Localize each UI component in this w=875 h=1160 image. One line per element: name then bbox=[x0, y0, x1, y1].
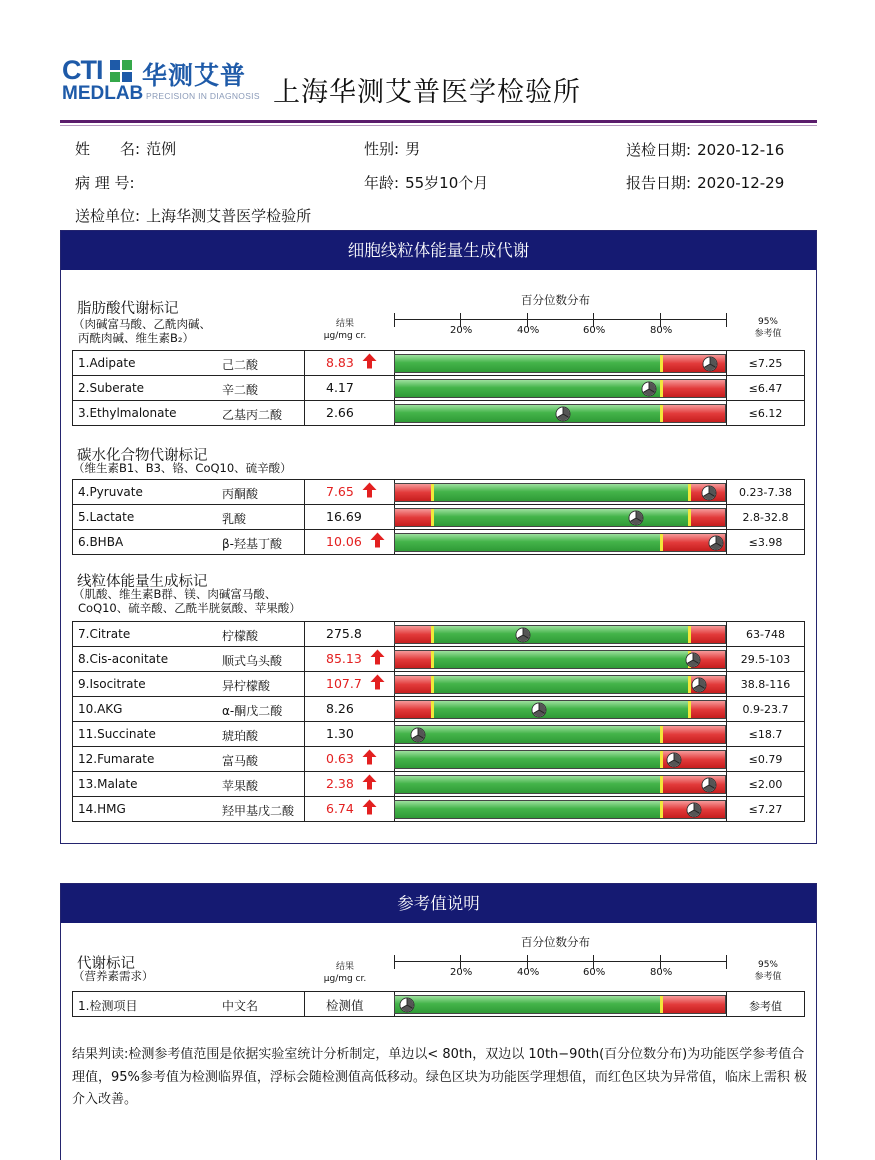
metabolite-name: 3.Ethylmalonate bbox=[78, 406, 177, 420]
percentile-bar bbox=[394, 508, 726, 527]
section-subtitle: CoQ10、硫辛酸、乙酰半胱氨酸、苹果酸） bbox=[78, 601, 301, 615]
unit-col-label: μg/mg cr. bbox=[323, 974, 367, 984]
percentile-marker-icon bbox=[666, 752, 682, 768]
percentile-bar bbox=[394, 995, 726, 1014]
header-rule-thin bbox=[60, 125, 817, 126]
metabolite-name: 7.Citrate bbox=[78, 627, 131, 641]
patient-age-value: 55岁10个月 bbox=[405, 174, 489, 192]
result-value-text: 检测值 bbox=[326, 998, 364, 1013]
result-value-text: 2.38 bbox=[326, 776, 354, 791]
upper-boundary-line bbox=[660, 534, 663, 551]
submitting-unit-label: 送检单位: bbox=[75, 207, 141, 225]
metabolite-chinese-name: 乳酸 bbox=[222, 512, 247, 526]
metabolite-name: 4.Pyruvate bbox=[78, 485, 143, 499]
upper-boundary-line bbox=[660, 801, 663, 818]
normal-segment bbox=[432, 651, 689, 668]
patient-name-label: 姓 名: bbox=[75, 140, 141, 158]
result-col-header bbox=[318, 318, 372, 342]
result-value bbox=[326, 776, 354, 791]
reference-range: ≤2.00 bbox=[748, 778, 783, 791]
metabolite-chinese-name: 己二酸 bbox=[222, 358, 259, 372]
upper-boundary-line bbox=[660, 380, 663, 397]
result-value bbox=[326, 751, 354, 766]
upper-boundary-line bbox=[660, 405, 663, 422]
submit-date-label: 送检日期: bbox=[626, 141, 692, 159]
reference-range: ≤3.98 bbox=[748, 536, 783, 549]
table-row bbox=[72, 672, 805, 697]
percentile-marker-icon bbox=[628, 510, 644, 526]
percentile-marker-icon bbox=[410, 727, 426, 743]
high-arrow-icon bbox=[362, 353, 377, 369]
result-value-text: 1.30 bbox=[326, 726, 354, 741]
metabolite-name: 10.AKG bbox=[78, 702, 123, 716]
normal-segment bbox=[432, 676, 689, 693]
section-title: 代谢标记 bbox=[77, 956, 135, 972]
metabolite-table bbox=[72, 621, 805, 822]
ref-col-bottom: 参考值 bbox=[754, 329, 782, 339]
patient-age-label: 年龄: bbox=[364, 174, 400, 192]
result-value-text: 8.83 bbox=[326, 355, 354, 370]
high-arrow-icon bbox=[362, 749, 377, 765]
patient-name bbox=[75, 138, 176, 159]
result-value bbox=[326, 534, 362, 549]
submitting-unit bbox=[75, 205, 311, 226]
result-value-text: 2.66 bbox=[326, 405, 354, 420]
reference-range: 63-748 bbox=[746, 628, 785, 641]
normal-segment bbox=[395, 801, 661, 818]
ref-col-bottom: 参考值 bbox=[754, 972, 782, 982]
reference-panel-title: 参考值说明 bbox=[61, 884, 816, 923]
result-value bbox=[326, 626, 362, 641]
abnormal-high-segment bbox=[661, 996, 726, 1013]
reference-range: 0.9-23.7 bbox=[742, 703, 789, 716]
ref-col-top: 95% bbox=[757, 317, 778, 327]
reference-range: 29.5-103 bbox=[740, 653, 791, 666]
high-arrow-icon bbox=[370, 532, 385, 548]
percentile-bar bbox=[394, 483, 726, 502]
metabolite-name: 2.Suberate bbox=[78, 381, 145, 395]
result-col-label: 结果 bbox=[335, 319, 354, 329]
metabolite-chinese-name: 富马酸 bbox=[222, 754, 259, 768]
lab-logo bbox=[62, 55, 262, 104]
pathology-label: 病 理 号: bbox=[75, 174, 135, 192]
metabolite-chinese-name: 丙酮酸 bbox=[222, 487, 259, 501]
reference-panel bbox=[60, 883, 817, 1160]
section-title: 线粒体能量生成标记 bbox=[77, 574, 208, 590]
result-value-text: 16.69 bbox=[326, 509, 362, 524]
result-value-text: 275.8 bbox=[326, 626, 362, 641]
normal-segment bbox=[432, 701, 689, 718]
percentile-marker-icon bbox=[702, 356, 718, 372]
lower-boundary-line bbox=[431, 509, 434, 526]
section-title: 碳水化合物代谢标记 bbox=[77, 448, 208, 464]
percentile-marker-icon bbox=[708, 535, 724, 551]
axis-tick-label: 80% bbox=[650, 967, 673, 978]
table-row bbox=[72, 722, 805, 747]
percentile-marker-icon bbox=[555, 406, 571, 422]
section-subtitle: 丙酰肉碱、维生素B₂） bbox=[78, 331, 194, 345]
table-row bbox=[72, 797, 805, 822]
unit-col-label: μg/mg cr. bbox=[323, 331, 367, 341]
metabolite-name: 5.Lactate bbox=[78, 510, 135, 524]
logo-tagline: PRECISION IN DIAGNOSIS bbox=[146, 91, 260, 101]
metabolite-chinese-name: 辛二酸 bbox=[222, 383, 259, 397]
normal-segment bbox=[432, 626, 689, 643]
results-panel-title: 细胞线粒体能量生成代谢 bbox=[61, 231, 816, 270]
metabolite-chinese-name: α-酮戊二酸 bbox=[222, 704, 283, 718]
result-value-text: 0.63 bbox=[326, 751, 354, 766]
normal-segment bbox=[395, 405, 661, 422]
percentile-bar bbox=[394, 354, 726, 373]
axis-tick bbox=[726, 313, 727, 327]
abnormal-high-segment bbox=[661, 405, 726, 422]
normal-segment bbox=[395, 751, 661, 768]
reference-range: ≤6.47 bbox=[748, 382, 783, 395]
result-value-text: 6.74 bbox=[326, 801, 354, 816]
section-subtitle: （肌酸、维生素B群、镁、肉碱富马酸、 bbox=[73, 587, 277, 601]
percentile-marker-icon bbox=[701, 777, 717, 793]
normal-segment bbox=[432, 484, 689, 501]
result-value bbox=[326, 676, 362, 691]
result-value bbox=[326, 701, 354, 716]
logo-chinese-name: 华测艾普 bbox=[142, 61, 247, 90]
upper-boundary-line bbox=[688, 626, 691, 643]
metabolite-name: 14.HMG bbox=[78, 802, 126, 816]
submit-date-value: 2020-12-16 bbox=[697, 141, 785, 159]
metabolite-name: 6.BHBA bbox=[78, 535, 124, 549]
percentile-bar bbox=[394, 404, 726, 423]
ref-col-header bbox=[748, 959, 788, 983]
normal-segment bbox=[395, 776, 661, 793]
table-row bbox=[72, 747, 805, 772]
result-value-text: 4.17 bbox=[326, 380, 354, 395]
abnormal-high-segment bbox=[689, 701, 726, 718]
axis-tick-label: 60% bbox=[583, 967, 606, 978]
table-row bbox=[72, 530, 805, 555]
metabolite-chinese-name: 苹果酸 bbox=[222, 779, 259, 793]
submit-date bbox=[626, 139, 784, 160]
upper-boundary-line bbox=[688, 484, 691, 501]
logo-medlab-text: MEDLAB bbox=[62, 83, 144, 104]
abnormal-high-segment bbox=[689, 509, 726, 526]
result-value-text: 107.7 bbox=[326, 676, 362, 691]
metabolite-name: 12.Fumarate bbox=[78, 752, 155, 766]
metabolite-name: 1.Adipate bbox=[78, 356, 136, 370]
percentile-marker-icon bbox=[641, 381, 657, 397]
upper-boundary-line bbox=[660, 776, 663, 793]
report-date bbox=[626, 172, 784, 193]
metabolite-chinese-name: 顺式乌头酸 bbox=[222, 654, 283, 668]
metabolite-table bbox=[72, 350, 805, 426]
patient-age bbox=[364, 172, 488, 193]
result-value bbox=[326, 355, 354, 370]
abnormal-low-segment bbox=[395, 651, 432, 668]
normal-segment bbox=[395, 996, 661, 1013]
percentile-title: 百分位数分布 bbox=[521, 935, 590, 949]
lower-boundary-line bbox=[431, 626, 434, 643]
submitting-unit-value: 上海华测艾普医学检验所 bbox=[146, 207, 312, 225]
percentile-marker-icon bbox=[531, 702, 547, 718]
abnormal-low-segment bbox=[395, 484, 432, 501]
percentile-bar bbox=[394, 675, 726, 694]
abnormal-low-segment bbox=[395, 701, 432, 718]
upper-boundary-line bbox=[660, 996, 663, 1013]
result-value bbox=[326, 726, 354, 741]
page-title: 上海华测艾普医学检验所 bbox=[273, 77, 581, 108]
result-value bbox=[326, 380, 354, 395]
logo-grid-icon bbox=[110, 60, 134, 84]
table-row bbox=[72, 505, 805, 530]
result-col-label: 结果 bbox=[335, 962, 354, 972]
normal-segment bbox=[395, 534, 661, 551]
result-value bbox=[326, 509, 362, 524]
high-arrow-icon bbox=[362, 799, 377, 815]
metabolite-chinese-name: 柠檬酸 bbox=[222, 629, 259, 643]
table-row bbox=[72, 401, 805, 426]
percentile-bar bbox=[394, 533, 726, 552]
axis-tick-label: 20% bbox=[450, 967, 473, 978]
report-date-value: 2020-12-29 bbox=[697, 174, 785, 192]
reference-range: ≤7.25 bbox=[748, 357, 783, 370]
reference-range: ≤18.7 bbox=[748, 728, 783, 741]
table-row bbox=[72, 647, 805, 672]
high-arrow-icon bbox=[362, 774, 377, 790]
metabolite-name: 9.Isocitrate bbox=[78, 677, 146, 691]
metabolite-chinese-name: 乙基丙二酸 bbox=[222, 408, 283, 422]
axis-line bbox=[394, 319, 726, 320]
percentile-marker-icon bbox=[691, 677, 707, 693]
result-col-header bbox=[318, 961, 372, 985]
section-subtitle: （肉碱富马酸、乙酰肉碱、 bbox=[73, 317, 211, 331]
table-row bbox=[72, 772, 805, 797]
percentile-bar bbox=[394, 379, 726, 398]
metabolite-chinese-name: 羟甲基戊二酸 bbox=[222, 804, 295, 818]
patient-sex-value: 男 bbox=[405, 140, 421, 158]
table-row bbox=[72, 697, 805, 722]
result-value-text: 10.06 bbox=[326, 534, 362, 549]
reference-range: 0.23-7.38 bbox=[739, 486, 792, 499]
metabolite-chinese-name: β-羟基丁酸 bbox=[222, 537, 282, 551]
abnormal-low-segment bbox=[395, 509, 432, 526]
patient-name-value: 范例 bbox=[146, 140, 177, 158]
percentile-bar bbox=[394, 800, 726, 819]
axis-tick bbox=[394, 313, 395, 327]
table-row bbox=[72, 992, 805, 1017]
metabolite-chinese-name: 异柠檬酸 bbox=[222, 679, 271, 693]
reference-range: 2.8-32.8 bbox=[742, 511, 789, 524]
lower-boundary-line bbox=[431, 676, 434, 693]
metabolite-name: 13.Malate bbox=[78, 777, 138, 791]
result-value-text: 85.13 bbox=[326, 651, 362, 666]
axis-tick-label: 20% bbox=[450, 325, 473, 336]
table-row bbox=[72, 622, 805, 647]
percentile-marker-icon bbox=[399, 997, 415, 1013]
axis-tick-label: 40% bbox=[517, 967, 540, 978]
upper-boundary-line bbox=[688, 509, 691, 526]
axis-tick-label: 40% bbox=[517, 325, 540, 336]
normal-segment bbox=[432, 509, 689, 526]
section-subtitle: （营养素需求） bbox=[73, 969, 154, 983]
table-row bbox=[72, 351, 805, 376]
metabolite-chinese-name: 琥珀酸 bbox=[222, 729, 259, 743]
metabolite-name: 1.检测项目 bbox=[78, 999, 138, 1013]
metabolite-chinese-name: 中文名 bbox=[222, 999, 259, 1013]
percentile-bar bbox=[394, 650, 726, 669]
lower-boundary-line bbox=[431, 484, 434, 501]
high-arrow-icon bbox=[370, 649, 385, 665]
result-value bbox=[326, 651, 362, 666]
metabolite-table bbox=[72, 479, 805, 555]
percentile-marker-icon bbox=[515, 627, 531, 643]
percentile-bar bbox=[394, 725, 726, 744]
ref-col-top: 95% bbox=[757, 960, 778, 970]
reference-range: 参考值 bbox=[749, 1000, 782, 1013]
normal-segment bbox=[395, 355, 661, 372]
upper-boundary-line bbox=[660, 726, 663, 743]
percentile-bar bbox=[394, 625, 726, 644]
axis-tick-label: 80% bbox=[650, 325, 673, 336]
upper-boundary-line bbox=[688, 701, 691, 718]
normal-segment bbox=[395, 380, 661, 397]
lower-boundary-line bbox=[431, 701, 434, 718]
axis-tick bbox=[726, 955, 727, 969]
logo-cti-text: CTI bbox=[62, 55, 103, 85]
result-value bbox=[326, 801, 354, 816]
upper-boundary-line bbox=[660, 751, 663, 768]
percentile-bar bbox=[394, 700, 726, 719]
table-row bbox=[72, 480, 805, 505]
header-rule bbox=[60, 120, 817, 123]
section-title: 脂肪酸代谢标记 bbox=[77, 301, 179, 317]
percentile-marker-icon bbox=[685, 652, 701, 668]
percentile-title: 百分位数分布 bbox=[521, 293, 590, 307]
percentile-marker-icon bbox=[701, 485, 717, 501]
abnormal-low-segment bbox=[395, 626, 432, 643]
interpretation-note: 结果判读:检测参考值范围是依据实验室统计分析制定，单边以< 80th，双边以 10th−90th(百分位数分布)为功能医学参考值合理值，95%参考值为检测临界值，浮标会随检测值高低移动。绿色区块为功能医学理想值，而红色区块为异常值，临床上需积 极 介入改善。 bbox=[72, 1047, 808, 1107]
legend-example-table bbox=[72, 991, 805, 1017]
metabolite-name: 11.Succinate bbox=[78, 727, 156, 741]
ref-col-header bbox=[748, 316, 788, 340]
normal-segment bbox=[395, 726, 661, 743]
percentile-marker-icon bbox=[686, 802, 702, 818]
reference-range: ≤6.12 bbox=[748, 407, 783, 420]
table-row bbox=[72, 376, 805, 401]
pathology-number bbox=[75, 172, 141, 193]
report-date-label: 报告日期: bbox=[626, 174, 692, 192]
result-value bbox=[326, 484, 354, 499]
abnormal-high-segment bbox=[661, 726, 726, 743]
reference-range: 38.8-116 bbox=[740, 678, 791, 691]
abnormal-high-segment bbox=[689, 626, 726, 643]
result-value-text: 8.26 bbox=[326, 701, 354, 716]
reference-range: ≤0.79 bbox=[748, 753, 783, 766]
upper-boundary-line bbox=[660, 355, 663, 372]
percentile-bar bbox=[394, 775, 726, 794]
lower-boundary-line bbox=[431, 651, 434, 668]
high-arrow-icon bbox=[362, 482, 377, 498]
reference-range: ≤7.27 bbox=[748, 803, 783, 816]
section-subtitle: （维生素B1、B3、铬、CoQ10、硫辛酸） bbox=[73, 461, 292, 475]
axis-tick bbox=[394, 955, 395, 969]
patient-sex bbox=[364, 138, 420, 159]
result-value bbox=[326, 996, 364, 1014]
high-arrow-icon bbox=[370, 674, 385, 690]
abnormal-high-segment bbox=[661, 380, 726, 397]
abnormal-low-segment bbox=[395, 676, 432, 693]
metabolite-name: 8.Cis-aconitate bbox=[78, 652, 169, 666]
percentile-bar bbox=[394, 750, 726, 769]
result-value bbox=[326, 405, 354, 420]
result-value-text: 7.65 bbox=[326, 484, 354, 499]
axis-line bbox=[394, 961, 726, 962]
patient-sex-label: 性别: bbox=[364, 140, 400, 158]
axis-tick-label: 60% bbox=[583, 325, 606, 336]
